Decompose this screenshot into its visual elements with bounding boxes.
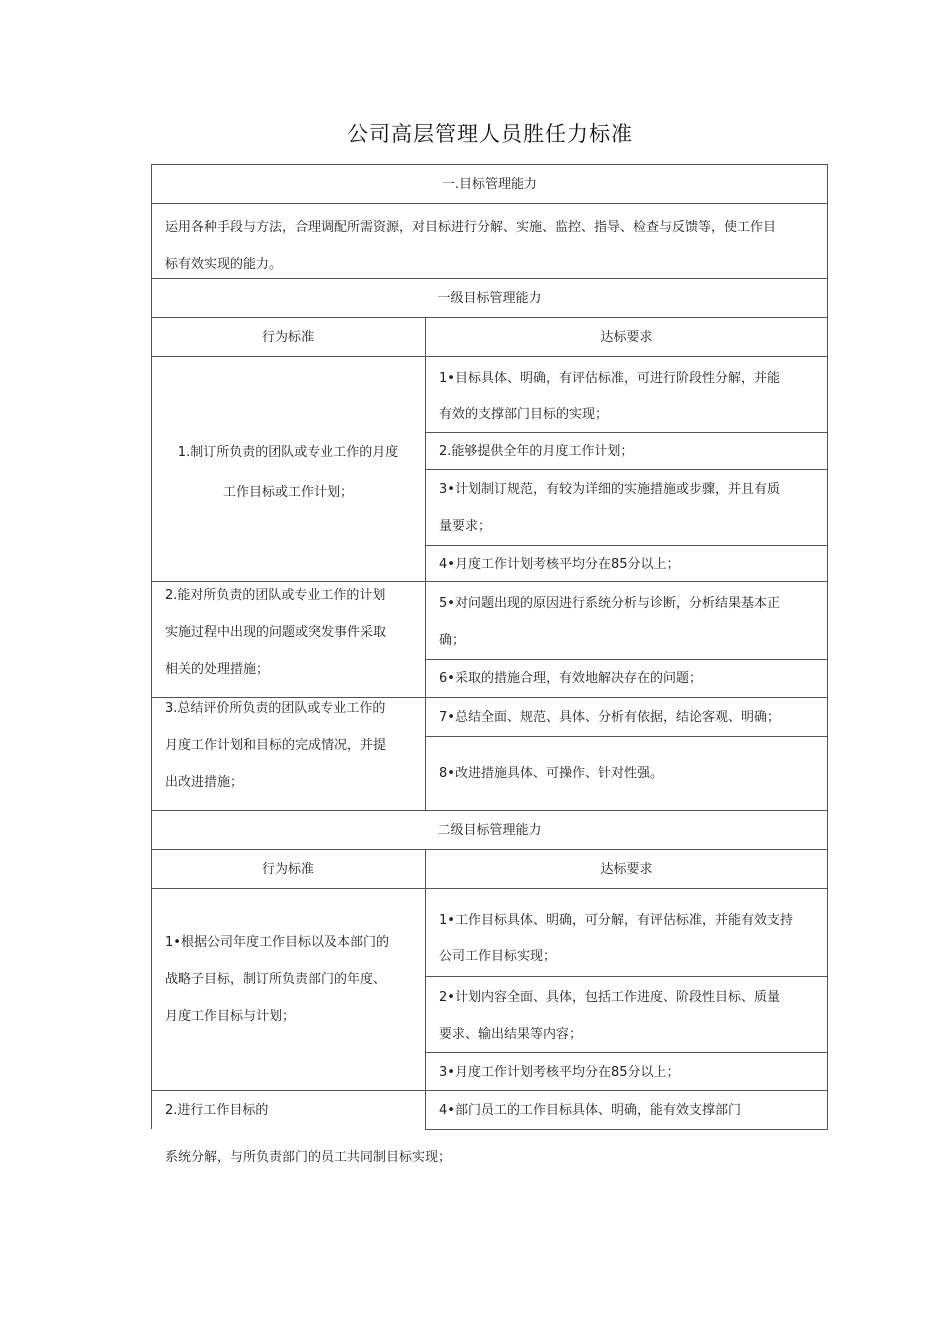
table-border-top <box>151 164 828 165</box>
section-description: 运用各种手段与方法，合理调配所需资源，对目标进行分解、实施、监控、指导、检查与反馈等，使工作目 <box>165 220 777 235</box>
behavior-standard: 2.进行工作目标的 <box>165 1103 269 1118</box>
requirement: 5•对问题出现的原因进行系统分析与诊断，分析结果基本正 <box>439 596 780 611</box>
requirement: 2.能够提供全年的月度工作计划； <box>439 444 634 459</box>
page-title: 公司高层管理人员胜任力标准 <box>347 122 633 146</box>
behavior-standard: 1.制订所负责的团队或专业工作的月度 <box>177 445 399 460</box>
column-header-requirement: 达标要求 <box>600 862 653 877</box>
requirement: 6•采取的措施合理，有效地解决存在的问题； <box>439 671 702 686</box>
behavior-standard: 相关的处理措施； <box>165 662 270 677</box>
table-rule <box>425 976 828 977</box>
table-rule <box>151 810 828 811</box>
requirement: 1•目标具体、明确，有评估标准，可进行阶段性分解，并能 <box>439 371 780 386</box>
table-rule <box>151 888 828 889</box>
behavior-standard: 月度工作计划和目标的完成情况，并提 <box>165 738 387 753</box>
table-rule <box>151 203 828 204</box>
column-header-requirement: 达标要求 <box>600 330 653 345</box>
behavior-standard: 实施过程中出现的问题或突发事件采取 <box>165 625 387 640</box>
behavior-standard: 月度工作目标与计划； <box>165 1009 296 1024</box>
column-divider <box>425 317 426 810</box>
requirement: 3•计划制订规范，有较为详细的实施措施或步骤，并且有质 <box>439 482 780 497</box>
requirement: 8•改进措施具体、可操作、针对性强。 <box>439 766 663 781</box>
behavior-standard: 1•根据公司年度工作目标以及本部门的 <box>165 935 389 950</box>
column-header-behavior: 行为标准 <box>261 862 314 877</box>
requirement: 要求、输出结果等内容； <box>439 1027 583 1042</box>
requirement: 有效的支撑部门目标的实现； <box>439 407 609 422</box>
table-rule <box>151 317 828 318</box>
column-header-behavior: 行为标准 <box>261 330 314 345</box>
behavior-standard: 工作目标或工作计划； <box>222 485 353 500</box>
behavior-standard: 2.能对所负责的团队或专业工作的计划 <box>165 588 386 603</box>
requirement: 量要求； <box>439 519 492 534</box>
table-rule <box>425 736 828 737</box>
column-divider <box>425 849 426 1130</box>
requirement: 4•部门员工的工作目标具体、明确，能有效支撑部门 <box>439 1103 741 1118</box>
continuation-text: 系统分解，与所负责部门的员工共同制目标实现； <box>165 1150 452 1165</box>
requirement: 7•总结全面、规范、具体、分析有依据，结论客观、明确； <box>439 710 780 725</box>
level2-heading: 二级目标管理能力 <box>437 823 542 838</box>
requirement: 3•月度工作计划考核平均分在85分以上； <box>439 1065 680 1080</box>
level1-heading: 一级目标管理能力 <box>437 291 542 306</box>
requirement: 2•计划内容全面、具体，包括工作进度、阶段性目标、质量 <box>439 990 780 1005</box>
requirement: 确； <box>439 633 466 648</box>
section-heading: 一.目标管理能力 <box>441 177 538 192</box>
requirement: 1•工作目标具体、明确，可分解，有评估标准，并能有效支持 <box>439 913 793 928</box>
table-rule <box>151 356 828 357</box>
requirement: 4•月度工作计划考核平均分在85分以上； <box>439 557 680 572</box>
behavior-standard: 出改进措施； <box>165 775 244 790</box>
behavior-standard: 3.总结评价所负责的团队或专业工作的 <box>165 701 386 716</box>
requirement: 公司工作目标实现； <box>439 949 557 964</box>
table-rule <box>151 849 828 850</box>
behavior-standard: 战略子目标，制订所负责部门的年度、 <box>165 972 387 987</box>
table-border-bottom <box>425 1129 828 1130</box>
section-description: 标有效实现的能力。 <box>165 257 283 272</box>
